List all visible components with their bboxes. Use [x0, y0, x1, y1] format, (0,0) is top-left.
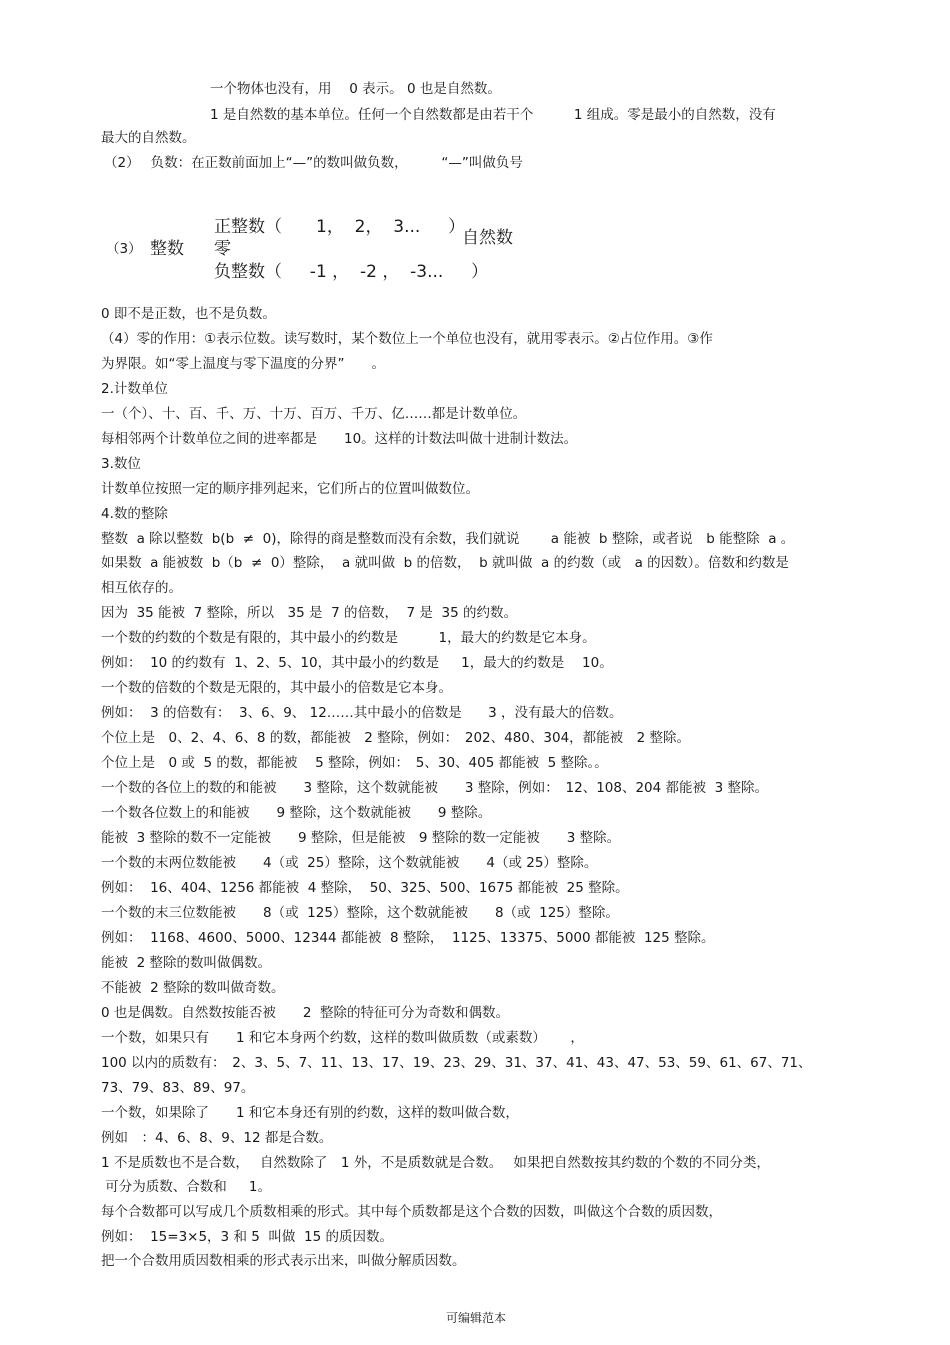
text-line: 计数单位按照一定的顺序排列起来，它们所占的位置叫做数位。 — [101, 481, 479, 497]
page-footer: 可编辑范本 — [446, 1311, 507, 1325]
text-line: 例如： 10 的约数有 1、2、5、10，其中最小的约数是 1，最大的约数是 10。 — [101, 655, 613, 671]
diagram-prefix: （3） — [106, 241, 142, 257]
text-line: 100 以内的质数有： 2、3、5、7、11、13、17、19、23、29、31、37、41、43、47、53、59、61、67、71、 — [101, 1055, 812, 1071]
section-heading: 4.数的整除 — [101, 506, 168, 522]
text-line: （4）零的作用：①表示位数。读写数时，某个数位上一个单位也没有，就用零表示。②占位作用。③作 — [101, 331, 713, 347]
text-line: 因为 35 能被 7 整除，所以 35 是 7 的倍数， 7 是 35 的约数。 — [101, 605, 517, 621]
text-line: 不能被 2 整除的数叫做奇数。 — [101, 980, 285, 996]
diagram-positive: 正整数（ 1， 2， 3... ） — [214, 217, 466, 237]
text-line: 例如 ：4、6、8、9、12 都是合数。 — [101, 1130, 333, 1146]
section-heading: 2.计数单位 — [101, 381, 168, 397]
text-line: 把一个合数用质因数相乘的形式表示出来，叫做分解质因数。 — [101, 1253, 466, 1269]
text-line: 73、79、83、89、97。 — [101, 1080, 255, 1096]
text-line: 如果数 a 能被数 b（b ≠ 0）整除， a 就叫做 b 的倍数， b 就叫做 a 的约数（或 a 的因数）。倍数和约数是 — [101, 555, 789, 571]
text-line: 能被 3 整除的数不一定能被 9 整除，但是能被 9 整除的数一定能被 3 整除。 — [101, 830, 621, 846]
text-line: 一个数的末两位数能被 4（或 25）整除，这个数就能被 4（或 25）整除。 — [101, 855, 598, 871]
text-line: 为界限。如“零上温度与零下温度的分界” 。 — [101, 356, 385, 372]
text-line: 例如： 15=3×5，3 和 5 叫做 15 的质因数。 — [101, 1229, 393, 1245]
diagram-title: 整数 — [150, 239, 184, 259]
text-line: 例如： 3 的倍数有： 3、6、9、 12……其中最小的倍数是 3 ，没有最大的倍数。 — [101, 705, 623, 721]
text-line: 最大的自然数。 — [101, 130, 196, 146]
text-line: 一个数，如果除了 1 和它本身还有别的约数，这样的数叫做合数， — [101, 1105, 519, 1121]
text-line: 一个数的倍数的个数是无限的，其中最小的倍数是它本身。 — [101, 680, 452, 696]
text-line: 0 即不是正数，也不是负数。 — [101, 306, 276, 322]
text-line: 一个数的各位上的数的和能被 3 整除，这个数就能被 3 整除，例如： 12、108、204 都能被 3 整除。 — [101, 780, 768, 796]
text-line: 一个数各位数上的和能被 9 整除，这个数就能被 9 整除。 — [101, 805, 492, 821]
diagram-zero: 零 — [214, 239, 231, 259]
text-line: 每相邻两个计数单位之间的进率都是 10。这样的计数法叫做十进制计数法。 — [101, 431, 578, 447]
text-line: 例如： 16、404、1256 都能被 4 整除， 50、325、500、1675 都能被 25 整除。 — [101, 880, 629, 896]
diagram-natural: 自然数 — [462, 228, 513, 248]
text-line: 0 也是偶数。自然数按能否被 2 整除的特征可分为奇数和偶数。 — [101, 1005, 510, 1021]
text-line: 一个数，如果只有 1 和它本身两个约数，这样的数叫做质数（或素数） ， — [101, 1030, 584, 1046]
text-line: 1 不是质数也不是合数， 自然数除了 1 外，不是质数就是合数。 如果把自然数按其约数的个数的不同分类， — [101, 1155, 770, 1171]
text-line: 例如： 1168、4600、5000、12344 都能被 8 整除， 1125、13375、5000 都能被 125 整除。 — [101, 930, 715, 946]
text-line: 整数 a 除以整数 b(b ≠ 0)，除得的商是整数而没有余数，我们就说 a 能被 b 整除，或者说 b 能整除 a 。 — [101, 531, 795, 547]
text-line: 一个物体也没有，用 0 表示。 0 也是自然数。 — [210, 81, 501, 97]
text-line: 能被 2 整除的数叫做偶数。 — [101, 955, 271, 971]
text-line: 1 是自然数的基本单位。任何一个自然数都是由若干个 1 组成。零是最小的自然数，没有 — [210, 107, 776, 123]
text-line: 个位上是 0 或 5 的数，都能被 5 整除，例如： 5、30、405 都能被 5 整除。。 — [101, 755, 608, 771]
section-heading: 3.数位 — [101, 456, 141, 472]
text-line: 相互依存的。 — [101, 580, 182, 596]
text-line: 每个合数都可以写成几个质数相乘的形式。其中每个质数都是这个合数的因数，叫做这个合数的质因数， — [101, 1204, 722, 1220]
text-line: （2） 负数：在正数前面加上“—”的数叫做负数， “—”叫做负号 — [104, 155, 523, 171]
text-line: 个位上是 0、2、4、6、8 的数，都能被 2 整除，例如： 202、480、304，都能被 2 整除。 — [101, 730, 691, 746]
text-line: 一（个）、十、百、千、万、十万、百万、千万、亿……都是计数单位。 — [101, 406, 527, 422]
text-line: 一个数的末三位数能被 8（或 125）整除，这个数就能被 8（或 125）整除。 — [101, 905, 619, 921]
text-line: 一个数的约数的个数是有限的，其中最小的约数是 1，最大的约数是它本身。 — [101, 630, 596, 646]
diagram-negative: 负整数（ -1 ， -2 ， -3... ） — [214, 262, 489, 282]
text-line: 可分为质数、合数和 1。 — [101, 1179, 271, 1195]
